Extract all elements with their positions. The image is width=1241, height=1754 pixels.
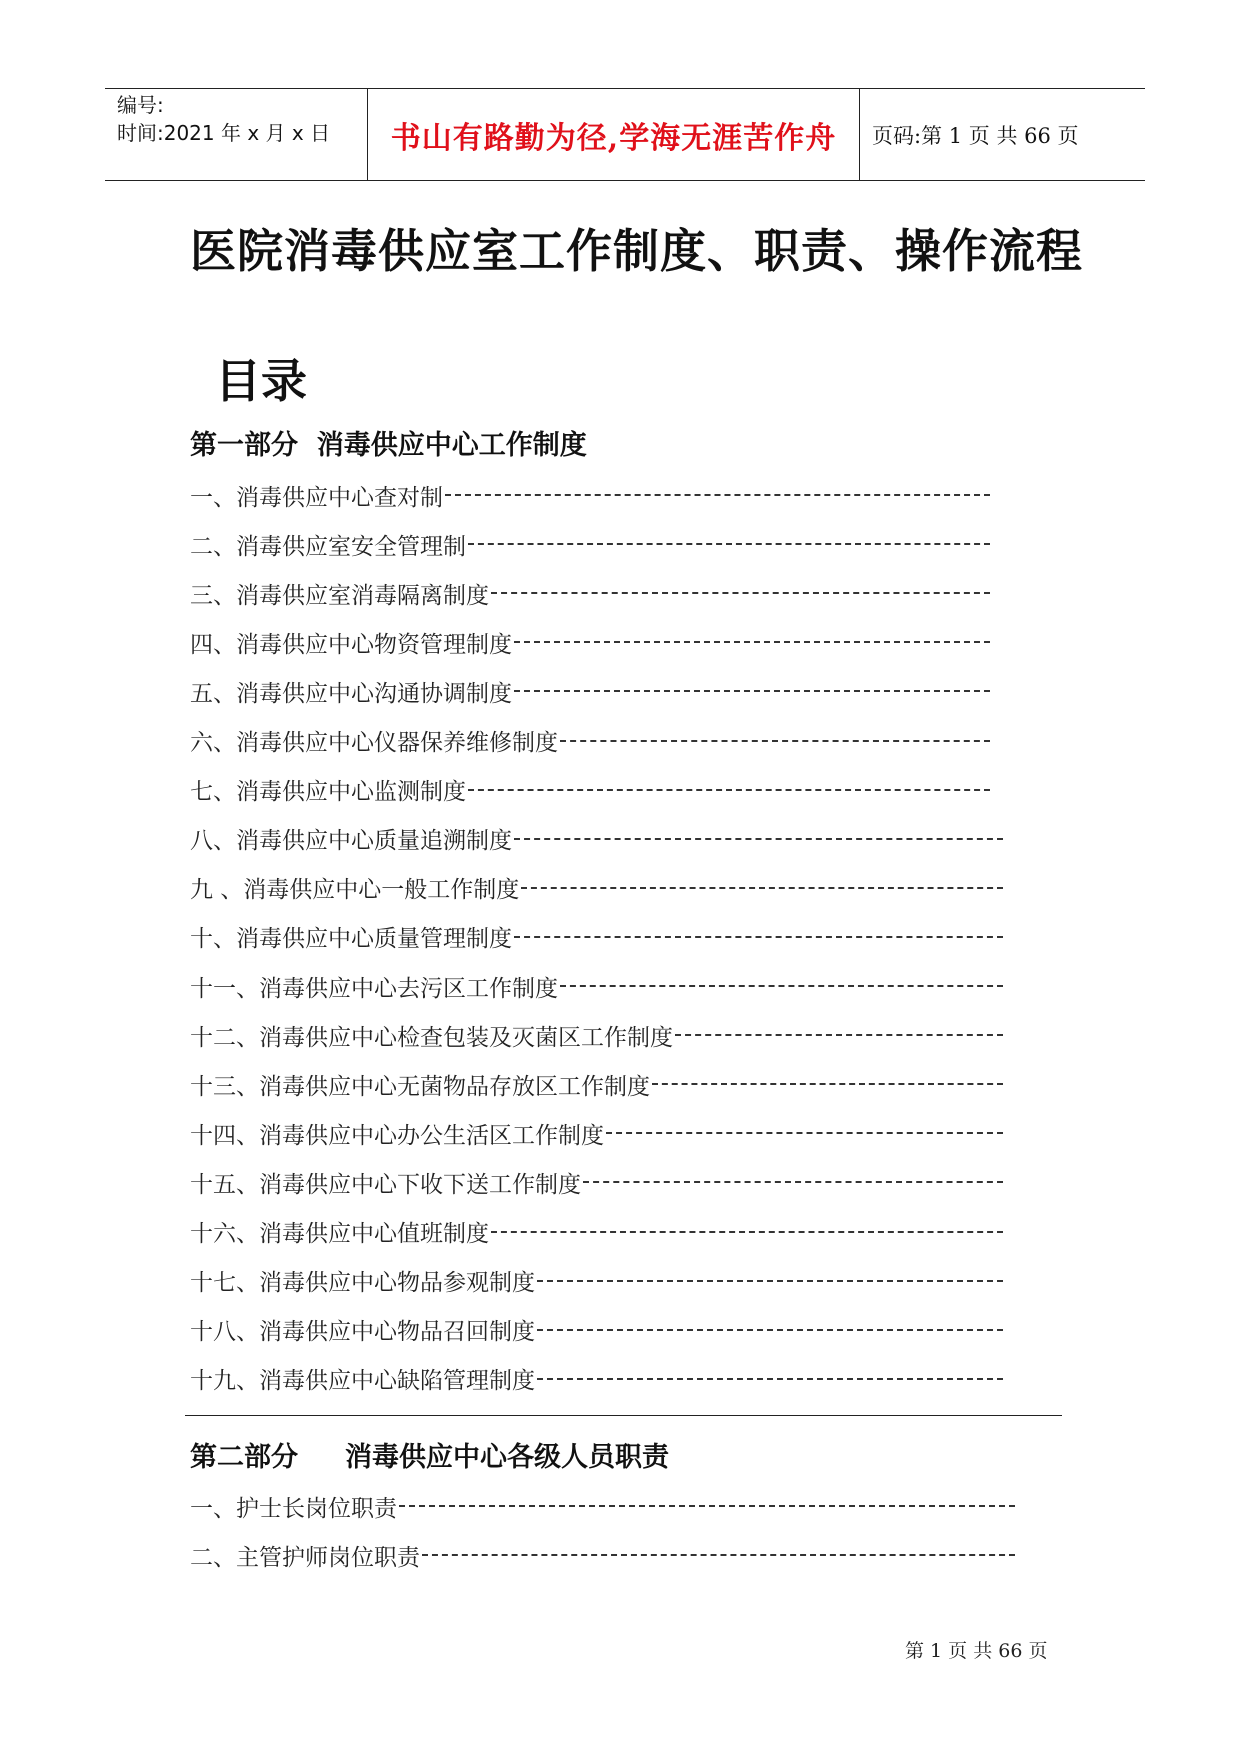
part2-heading: 第二部分 消毒供应中心各级人员职责 <box>190 1442 669 1473</box>
toc-leader-dashes <box>652 1083 1003 1085</box>
toc-entry[interactable] <box>190 774 990 806</box>
toc-entry[interactable] <box>190 1314 1003 1346</box>
toc-leader-dashes <box>583 1181 1003 1183</box>
toc-entry[interactable] <box>190 1166 1003 1198</box>
toc-entry-label: 二、消毒供应室安全管理制 <box>190 533 466 560</box>
toc-entry[interactable] <box>190 872 1003 904</box>
toc-entry-label: 六、消毒供应中心仪器保养维修制度 <box>190 730 558 756</box>
toc-entry[interactable] <box>190 1019 1003 1051</box>
toc-entry-label: 五、消毒供应中心沟通协调制度 <box>190 680 512 707</box>
toc-entry-label: 十五、消毒供应中心下收下送工作制度 <box>190 1171 581 1198</box>
toc-entry[interactable] <box>190 725 990 757</box>
toc-entry[interactable] <box>190 1265 1003 1297</box>
toc-leader-dashes <box>468 543 990 545</box>
header-meta <box>105 89 368 180</box>
toc-leader-dashes <box>399 1505 1015 1507</box>
toc-leader-dashes <box>521 887 1003 889</box>
toc-entry-label: 十六、消毒供应中心值班制度 <box>190 1221 489 1247</box>
toc-entry[interactable] <box>190 675 990 707</box>
toc-entry[interactable] <box>190 1539 1015 1571</box>
part1-heading: 第一部分 消毒供应中心工作制度 <box>190 430 587 461</box>
toc-leader-dashes <box>514 936 1003 938</box>
toc-entry-label: 十八、消毒供应中心物品召回制度 <box>190 1319 535 1346</box>
toc-entry-label: 八、消毒供应中心质量追溯制度 <box>190 828 512 855</box>
toc-entry-label: 九 、消毒供应中心一般工作制度 <box>190 877 520 904</box>
toc-entry[interactable] <box>190 1216 1003 1248</box>
toc-entry[interactable] <box>190 1068 1003 1100</box>
toc-entry-label: 十三、消毒供应中心无菌物品存放区工作制度 <box>190 1073 650 1100</box>
toc-entry[interactable] <box>190 577 990 609</box>
page-footer: 第 1 页 共 66 页 <box>905 1640 1048 1662</box>
section-divider <box>185 1415 1062 1416</box>
toc-leader-dashes <box>537 1280 1003 1282</box>
document-time: 时间:2021 年 x 月 x 日 <box>117 121 331 145</box>
toc-leader-dashes <box>491 592 990 594</box>
toc-leader-dashes <box>514 838 1003 840</box>
toc-leader-dashes <box>491 1231 1003 1233</box>
document-number-label: 编号: <box>117 93 164 117</box>
toc-leader-dashes <box>560 740 990 742</box>
toc-leader-dashes <box>445 494 990 496</box>
toc-entry-label: 一、消毒供应中心查对制 <box>190 484 443 511</box>
toc-leader-dashes <box>422 1554 1015 1556</box>
toc-leader-dashes <box>514 641 990 643</box>
toc-entry[interactable] <box>190 970 1003 1002</box>
toc-leader-dashes <box>606 1132 1003 1134</box>
toc-leader-dashes <box>675 1034 1003 1036</box>
toc-heading: 目录 <box>215 354 307 408</box>
header-page-code: 页码:第 1 页 共 66 页 <box>872 123 1079 148</box>
toc-entry[interactable] <box>190 626 990 658</box>
toc-entry-label: 一、护士长岗位职责 <box>190 1495 397 1522</box>
toc-leader-dashes <box>537 1329 1003 1331</box>
toc-leader-dashes <box>537 1378 1003 1380</box>
toc-entry[interactable] <box>190 823 1003 855</box>
toc-entry-label: 三、消毒供应室消毒隔离制度 <box>190 582 489 609</box>
toc-entry-label: 七、消毒供应中心监测制度 <box>190 779 466 806</box>
toc-entry[interactable] <box>190 479 990 511</box>
toc-entry-label: 十一、消毒供应中心去污区工作制度 <box>190 975 558 1002</box>
toc-entry-label: 四、消毒供应中心物资管理制度 <box>190 631 512 658</box>
toc-entry[interactable] <box>190 1490 1015 1522</box>
toc-leader-dashes <box>514 690 990 692</box>
toc-entry[interactable] <box>190 1363 1003 1395</box>
toc-entry[interactable] <box>190 921 1003 953</box>
toc-leader-dashes <box>468 789 990 791</box>
document-title: 医院消毒供应室工作制度、职责、操作流程 <box>190 224 1083 278</box>
toc-entry-label: 二、主管护师岗位职责 <box>190 1544 420 1571</box>
toc-entry-label: 十九、消毒供应中心缺陷管理制度 <box>190 1368 535 1395</box>
page-header <box>105 88 1145 181</box>
toc-entry-label: 十二、消毒供应中心检查包装及灭菌区工作制度 <box>190 1024 673 1051</box>
toc-entry-label: 十、消毒供应中心质量管理制度 <box>190 926 512 953</box>
toc-entry[interactable] <box>190 1117 1003 1149</box>
toc-entry-label: 十四、消毒供应中心办公生活区工作制度 <box>190 1122 604 1149</box>
toc-leader-dashes <box>560 985 1003 987</box>
toc-entry-label: 十七、消毒供应中心物品参观制度 <box>190 1270 535 1297</box>
header-motto: 书山有路勤为径,学海无涯苦作舟 <box>368 89 860 180</box>
toc-entry[interactable] <box>190 528 990 560</box>
